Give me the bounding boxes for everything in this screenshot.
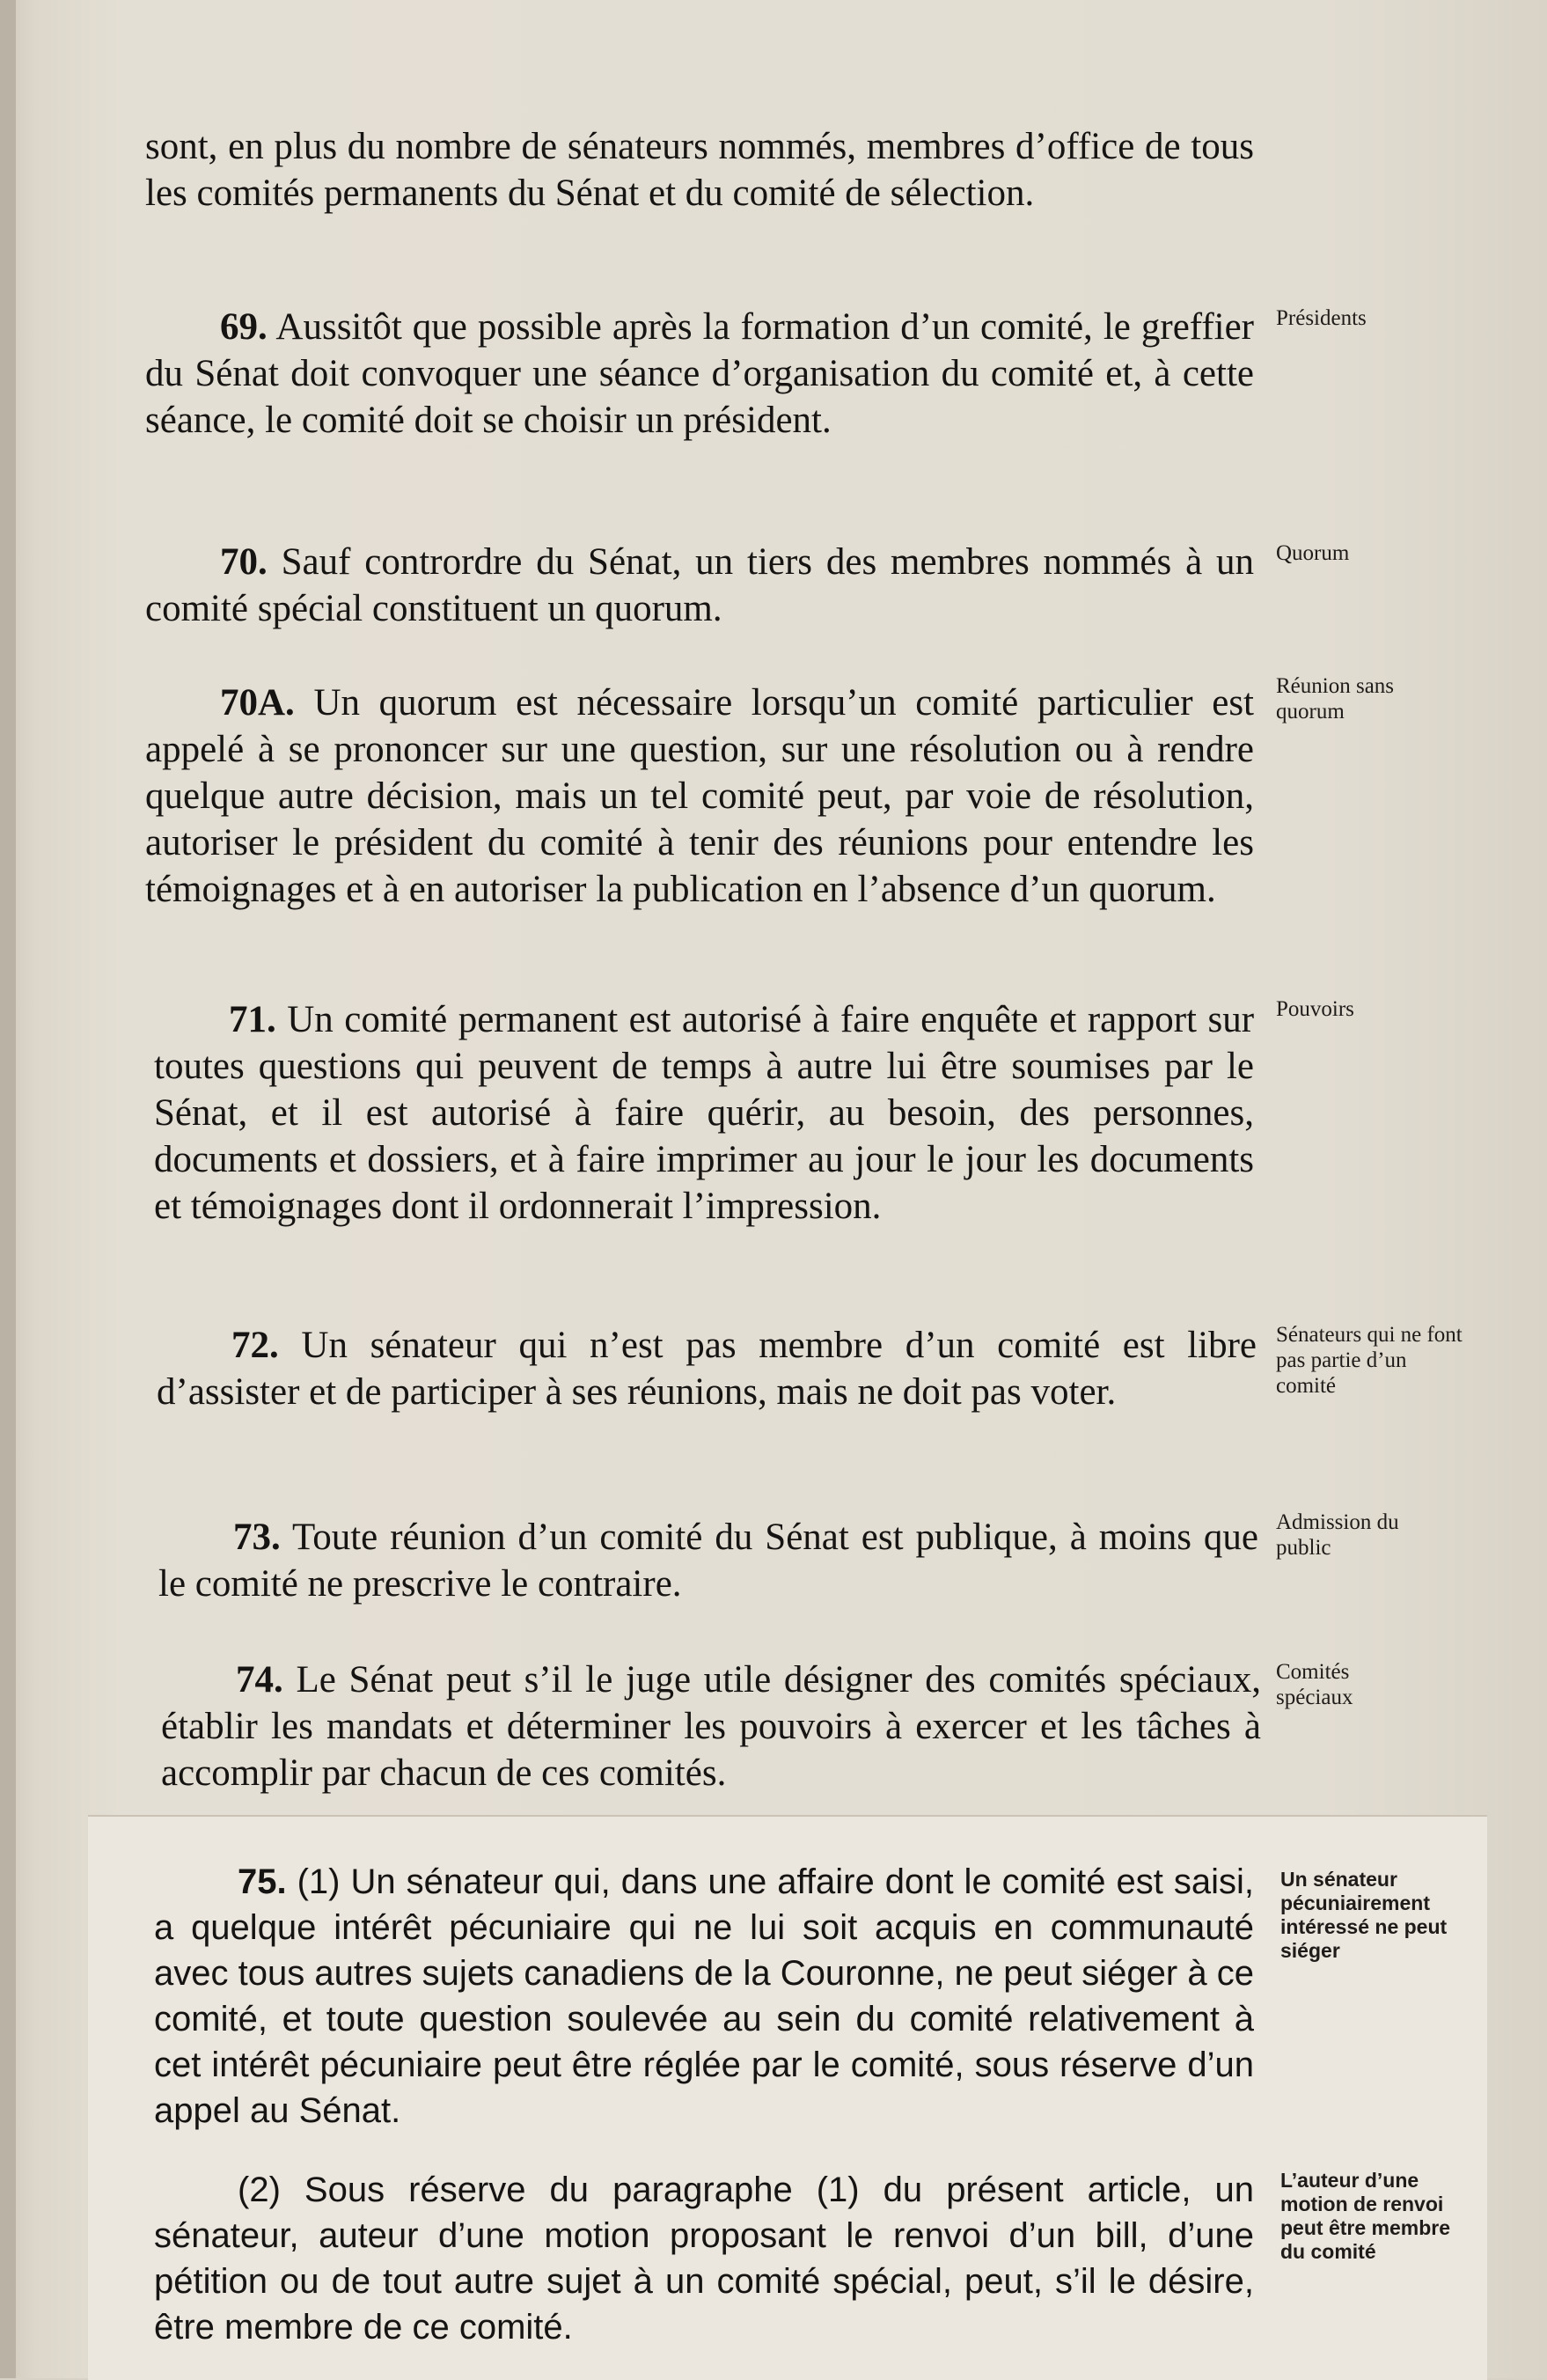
rule-text: (2) Sous réserve du paragraphe (1) du présent article, un sénateur, auteur d’une motion proposant le renvoi d’un bill, d’une pétition ou de tout autre sujet à un comité spécial, peut, s’il le désire, être membre de ce comité. — [154, 2171, 1254, 2347]
page-binding-edge — [0, 0, 16, 2378]
rule-number: 70. — [220, 541, 268, 583]
rule-text: Sauf contrordre du Sénat, un tiers des membres nommés à un comité spécial constituent un quorum. — [145, 541, 1255, 629]
rule-70 — [145, 539, 1254, 632]
rule-69 — [145, 304, 1254, 444]
rule-75-1 — [154, 1859, 1254, 2134]
pasted-amendment-slip — [88, 1815, 1487, 2380]
rule-number: 75. — [238, 1862, 287, 1901]
rule-74 — [161, 1656, 1261, 1796]
rule-73 — [158, 1514, 1258, 1607]
rule-number: 71. — [229, 999, 276, 1040]
rule-text: Un comité permanent est autorisé à faire enquête et rapport sur toutes questions qui peuvent de temps à autre lui être soumises par le Sénat, et il est autorisé à faire quérir, au besoin, des personnes, documents et dossiers, et à faire imprimer au jour le jour les documents et témoignages dont il ordonnerait l’impression. — [154, 999, 1255, 1227]
margin-note-senateur-interesse: Un sénateur pécuniairement intéressé ne peut siéger — [1280, 1868, 1448, 1962]
margin-note-pouvoirs: Pouvoirs — [1276, 997, 1354, 1021]
rule-number: 74. — [236, 1659, 283, 1701]
rule-text: Un quorum est nécessaire lorsqu’un comité particulier est appelé à se prononcer sur une question, sur une résolution ou à rendre quelque autre décision, mais un tel comité peut, par voie de résolution, autoriser le président du comité à tenir des réunions pour entendre les témoignages et à en autoriser la publication en l’absence d’un quorum. — [145, 682, 1255, 910]
rule-71 — [154, 996, 1254, 1230]
margin-note-comites-speciaux: Comités spéciaux — [1276, 1660, 1353, 1709]
rule-text: Le Sénat peut s’il le juge utile désigner des comités spéciaux, établir les mandats et déterminer les pouvoirs à exercer et les tâches à accomplir par chacun de ces comités. — [161, 1659, 1262, 1794]
paragraph-text: sont, en plus du nombre de sénateurs nommés, membres d’office de tous les comités permanents du Sénat et du comité de sélection. — [145, 126, 1254, 214]
rule-number: 73. — [233, 1517, 281, 1558]
rule-75-2 — [154, 2167, 1254, 2350]
margin-note-auteur-motion: L’auteur d’une motion de renvoi peut être membre du comité — [1280, 2169, 1451, 2263]
rule-70a — [145, 679, 1254, 913]
margin-note-admission-public: Admission du public — [1276, 1510, 1399, 1560]
rule-number: 70A. — [220, 682, 295, 724]
rule-72 — [157, 1322, 1257, 1415]
rule-text: Aussitôt que possible après la formation d’un comité, le greffier du Sénat doit convoquer une séance d’organisation du comité et, à cette séance, le comité doit se choisir un président. — [145, 306, 1254, 441]
margin-note-presidents: Présidents — [1276, 306, 1367, 330]
rule-text: Toute réunion d’un comité du Sénat est publique, à moins que le comité ne prescrive le contraire. — [158, 1517, 1258, 1605]
rule-text: Un sénateur qui n’est pas membre d’un comité est libre d’assister et de participer à ses réunions, mais ne doit pas voter. — [157, 1325, 1257, 1413]
margin-note-senateurs-non-membres: Sénateurs qui ne font pas partie d’un comité — [1276, 1323, 1463, 1398]
rule-number: 72. — [231, 1325, 279, 1366]
rule-text: (1) Un sénateur qui, dans une affaire dont le comité est saisi, a quelque intérêt pécuniaire qui ne lui soit acquis en communauté avec tous autres sujets canadiens de la Couronne, ne peut siéger à ce comité, et toute question soulevée au sein du comité relativement à cet intérêt pécuniaire peut être réglée par le comité, sous réserve d’un appel au Sénat. — [154, 1862, 1254, 2130]
margin-note-reunion-sans-quorum: Réunion sans quorum — [1276, 674, 1395, 724]
paragraph-continuation — [145, 123, 1254, 217]
rule-number: 69. — [220, 306, 268, 348]
margin-note-quorum: Quorum — [1276, 541, 1350, 565]
